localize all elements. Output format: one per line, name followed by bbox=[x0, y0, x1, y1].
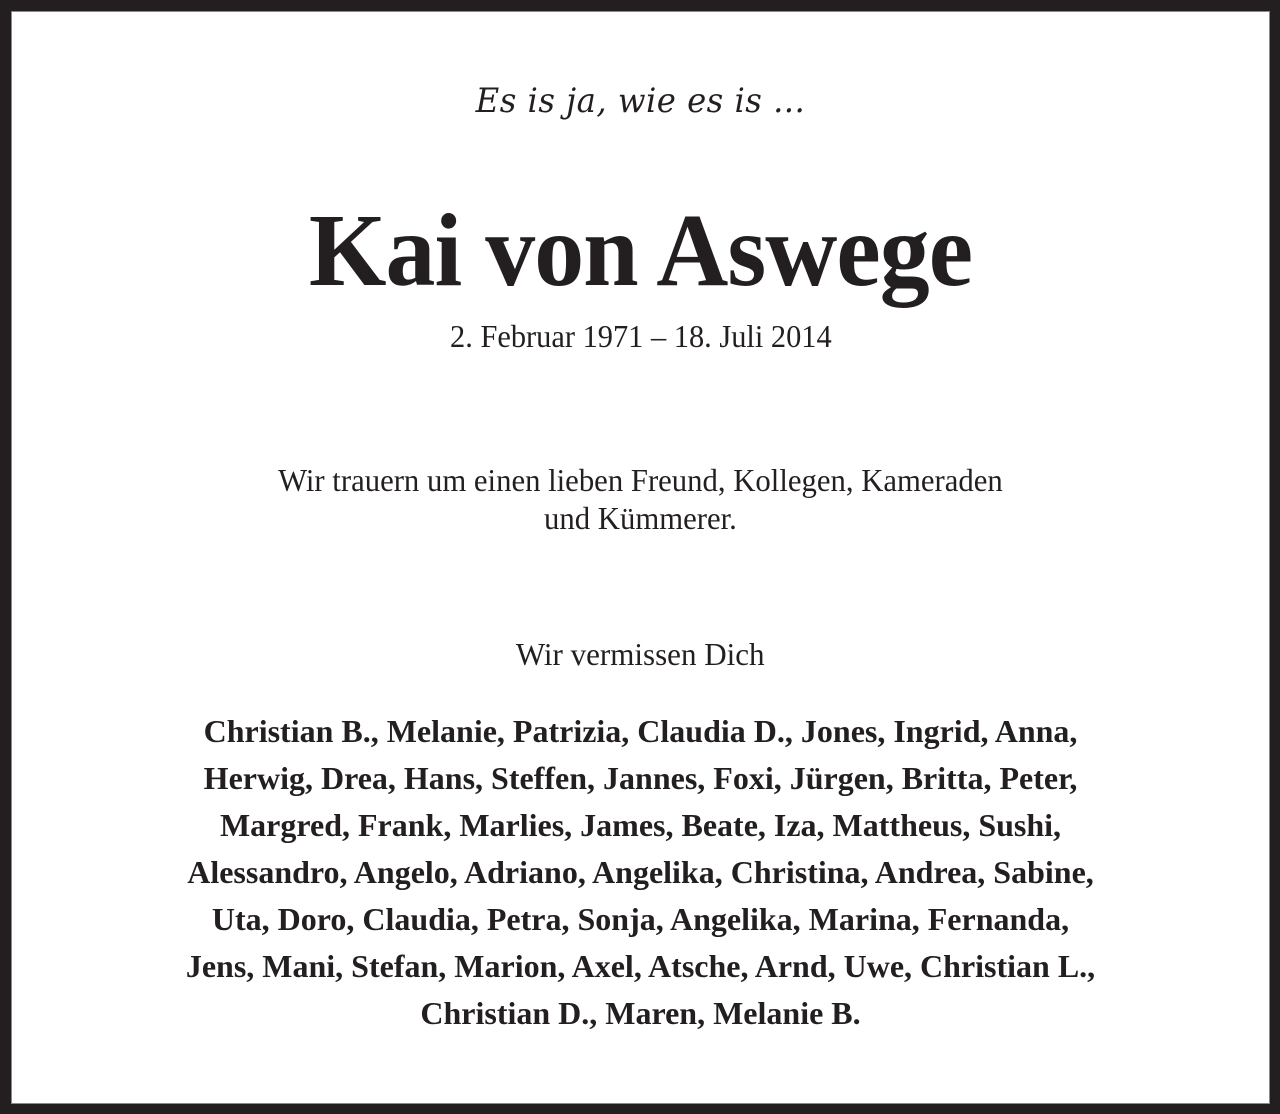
motto-text: Es is ja, wie es is ... bbox=[475, 81, 806, 121]
life-dates bbox=[11, 316, 1270, 356]
life-dates-text: 2. Februar 1971 – 18. Juli 2014 bbox=[449, 318, 832, 354]
mourning-text bbox=[11, 461, 1270, 537]
deceased-name-text: Kai von Aswege bbox=[308, 193, 973, 308]
mourners-line: Christian D., Maren, Melanie B. bbox=[420, 995, 861, 1031]
closing-text: Wir vermissen Dich bbox=[516, 636, 765, 672]
mourners-line: Alessandro, Angelo, Adriano, Angelika, Christina, Andrea, Sabine, bbox=[187, 854, 1094, 890]
mourners-list bbox=[11, 708, 1270, 1037]
mourning-text-line-2: und Kümmerer. bbox=[544, 500, 737, 536]
obituary-notice bbox=[11, 11, 1270, 1104]
deceased-name bbox=[11, 191, 1270, 311]
motto bbox=[11, 81, 1270, 121]
mourning-text-line-1: Wir trauern um einen lieben Freund, Kollegen, Kameraden bbox=[278, 462, 1003, 498]
mourners-line: Christian B., Melanie, Patrizia, Claudia D., Jones, Ingrid, Anna, bbox=[203, 713, 1078, 749]
mourners-line: Margred, Frank, Marlies, James, Beate, Iza, Mattheus, Sushi, bbox=[219, 807, 1062, 843]
mourners-line: Jens, Mani, Stefan, Marion, Axel, Atsche, Arnd, Uwe, Christian L., bbox=[185, 948, 1096, 984]
mourners-line: Herwig, Drea, Hans, Steffen, Jannes, Foxi, Jürgen, Britta, Peter, bbox=[203, 760, 1078, 796]
closing-line bbox=[11, 634, 1270, 674]
mourners-line: Uta, Doro, Claudia, Petra, Sonja, Angelika, Marina, Fernanda, bbox=[211, 901, 1070, 937]
